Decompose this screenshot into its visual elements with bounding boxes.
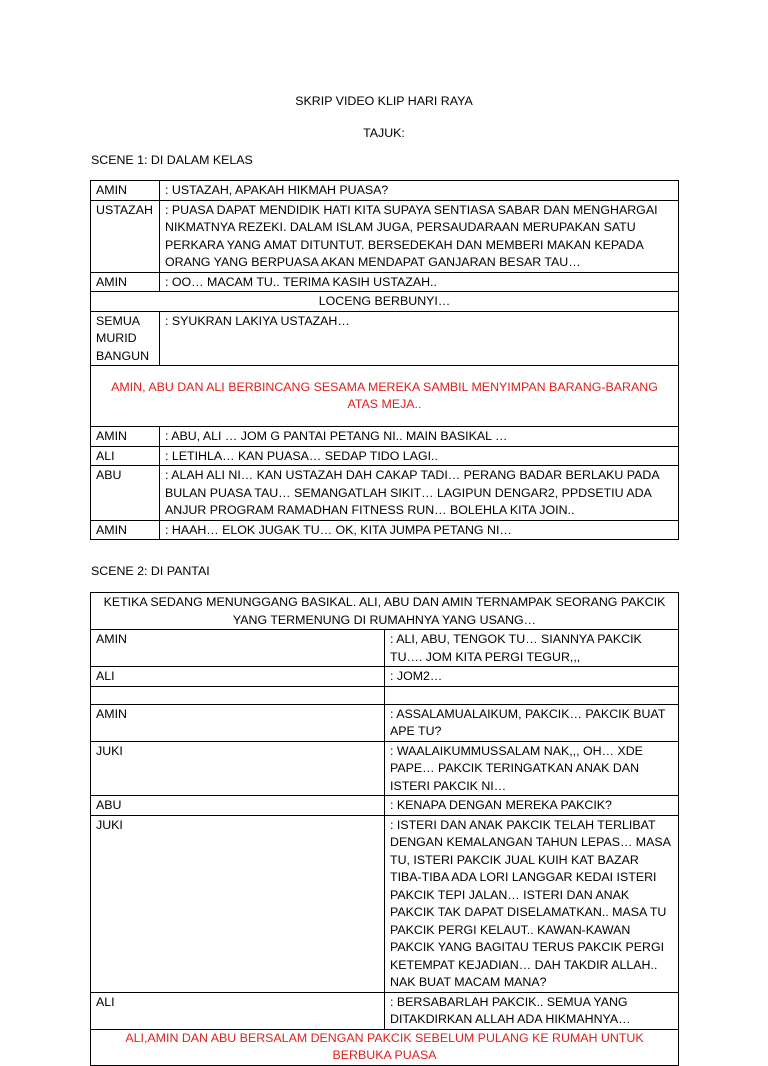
table-row: [91, 446, 679, 466]
table-row: [91, 593, 679, 630]
table-row: [91, 466, 679, 521]
stage-direction-cell: AMIN, ABU DAN ALI BERBINCANG SESAMA MEREKA SAMBIL MENYIMPAN BARANG-BARANG ATAS MEJA..: [91, 366, 679, 427]
scene2-table: [90, 592, 679, 1066]
stage-cue-cell: LOCENG BERBUNYI…: [91, 292, 679, 312]
dialogue-cell: : ISTERI DAN ANAK PAKCIK TELAH TERLIBAT DENGAN KEMALANGAN TAHUN LEPAS… MASA TU, ISTERI PAKCIK JUAL KUIH KAT BAZAR TIBA-TIBA ADA LORI LANGGAR KEDAI ISTERI PAKCIK TEPI JALAN… ISTERI DAN ANAK PAKCIK TAK DAPAT DISELAMATKAN.. MASA TU PAKCIK PERGI KELAUT.. KAWAN-KAWAN PAKCIK YANG BAGITAU TERUS PAKCIK PERGI KETEMPAT KEJADIAN… DAH TAKDIR ALLAH.. NAK BUAT MACAM MANA?: [385, 815, 679, 992]
scene2-heading: SCENE 2: DI PANTAI: [91, 564, 210, 578]
speaker-cell: AMIN: [91, 704, 385, 741]
table-row: [91, 796, 679, 816]
dialogue-cell: : ASSALAMUALAIKUM, PAKCIK… PAKCIK BUAT APE TU?: [385, 704, 679, 741]
table-row: [91, 704, 679, 741]
dialogue-cell: : BERSABARLAH PAKCIK.. SEMUA YANG DITAKDIRKAN ALLAH ADA HIKMAHNYA…: [385, 992, 679, 1029]
dialogue-cell: : SYUKRAN LAKIYA USTAZAH…: [160, 311, 679, 366]
table-row: [91, 1029, 679, 1065]
speaker-cell: ALI: [91, 667, 385, 687]
table-row: [91, 366, 679, 427]
speaker-cell: JUKI: [91, 741, 385, 796]
table-row: [91, 272, 679, 292]
speaker-cell: AMIN: [91, 520, 160, 540]
table-row: [91, 815, 679, 992]
table-row: [91, 630, 679, 667]
dialogue-cell: : OO… MACAM TU.. TERIMA KASIH USTAZAH..: [160, 272, 679, 292]
table-row: [91, 311, 679, 366]
speaker-cell: ALI: [91, 992, 385, 1029]
speaker-cell: AMIN: [91, 630, 385, 667]
speaker-cell: [91, 686, 385, 704]
dialogue-cell: : JOM2…: [385, 667, 679, 687]
table-row: [91, 181, 679, 201]
stage-cue-cell: KETIKA SEDANG MENUNGGANG BASIKAL. ALI, ABU DAN AMIN TERNAMPAK SEORANG PAKCIK YANG TERMENUNG DI RUMAHNYA YANG USANG…: [91, 593, 679, 630]
dialogue-cell: : PUASA DAPAT MENDIDIK HATI KITA SUPAYA SENTIASA SABAR DAN MENGHARGAI NIKMATNYA REZEKI. DALAM ISLAM JUGA, PERSAUDARAAN MERUPAKAN SATU PERKARA YANG AMAT DITUNTUT. BERSEDEKAH DAN MEMBERI MAKAN KEPADA ORANG YANG BERPUASA AKAN MENDAPAT GANJARAN BESAR TAU…: [160, 200, 679, 272]
table-row: [91, 200, 679, 272]
dialogue-cell: : ALAH ALI NI… KAN USTAZAH DAH CAKAP TADI… PERANG BADAR BERLAKU PADA BULAN PUASA TAU… SEMANGATLAH SIKIT… LAGIPUN DENGAR2, PPDSETIU ADA ANJUR PROGRAM RAMADHAN FITNESS RUN… BOLEHLA KITA JOIN..: [160, 466, 679, 521]
speaker-cell: ABU: [91, 796, 385, 816]
table-row: [91, 992, 679, 1029]
speaker-cell: ALI: [91, 446, 160, 466]
table-row: [91, 686, 679, 704]
stage-direction-cell: ALI,AMIN DAN ABU BERSALAM DENGAN PAKCIK SEBELUM PULANG KE RUMAH UNTUK BERBUKA PUASA: [91, 1029, 679, 1065]
dialogue-cell: : LETIHLA… KAN PUASA… SEDAP TIDO LAGI..: [160, 446, 679, 466]
dialogue-cell: : HAAH… ELOK JUGAK TU… OK, KITA JUMPA PETANG NI…: [160, 520, 679, 540]
dialogue-cell: : KENAPA DENGAN MEREKA PAKCIK?: [385, 796, 679, 816]
dialogue-cell: [385, 686, 679, 704]
dialogue-cell: : USTAZAH, APAKAH HIKMAH PUASA?: [160, 181, 679, 201]
table-row: [91, 667, 679, 687]
dialogue-cell: : ABU, ALI … JOM G PANTAI PETANG NI.. MAIN BASIKAL …: [160, 427, 679, 447]
table-row: [91, 741, 679, 796]
table-row: [91, 292, 679, 312]
speaker-cell: AMIN: [91, 427, 160, 447]
table-row: [91, 520, 679, 540]
dialogue-cell: : WAALAIKUMMUSSALAM NAK,,, OH… XDE PAPE… PAKCIK TERINGATKAN ANAK DAN ISTERI PAKCIK NI…: [385, 741, 679, 796]
speaker-cell: SEMUA MURID BANGUN: [91, 311, 160, 366]
speaker-cell: JUKI: [91, 815, 385, 992]
scene1-table: [90, 180, 679, 540]
speaker-cell: AMIN: [91, 272, 160, 292]
tajuk-label: TAJUK:: [363, 126, 405, 140]
speaker-cell: USTAZAH: [91, 200, 160, 272]
speaker-cell: AMIN: [91, 181, 160, 201]
table-row: [91, 427, 679, 447]
document-title: SKRIP VIDEO KLIP HARI RAYA: [295, 94, 473, 108]
speaker-cell: ABU: [91, 466, 160, 521]
scene1-heading: SCENE 1: DI DALAM KELAS: [91, 153, 253, 167]
dialogue-cell: : ALI, ABU, TENGOK TU… SIANNYA PAKCIK TU…. JOM KITA PERGI TEGUR,,,: [385, 630, 679, 667]
